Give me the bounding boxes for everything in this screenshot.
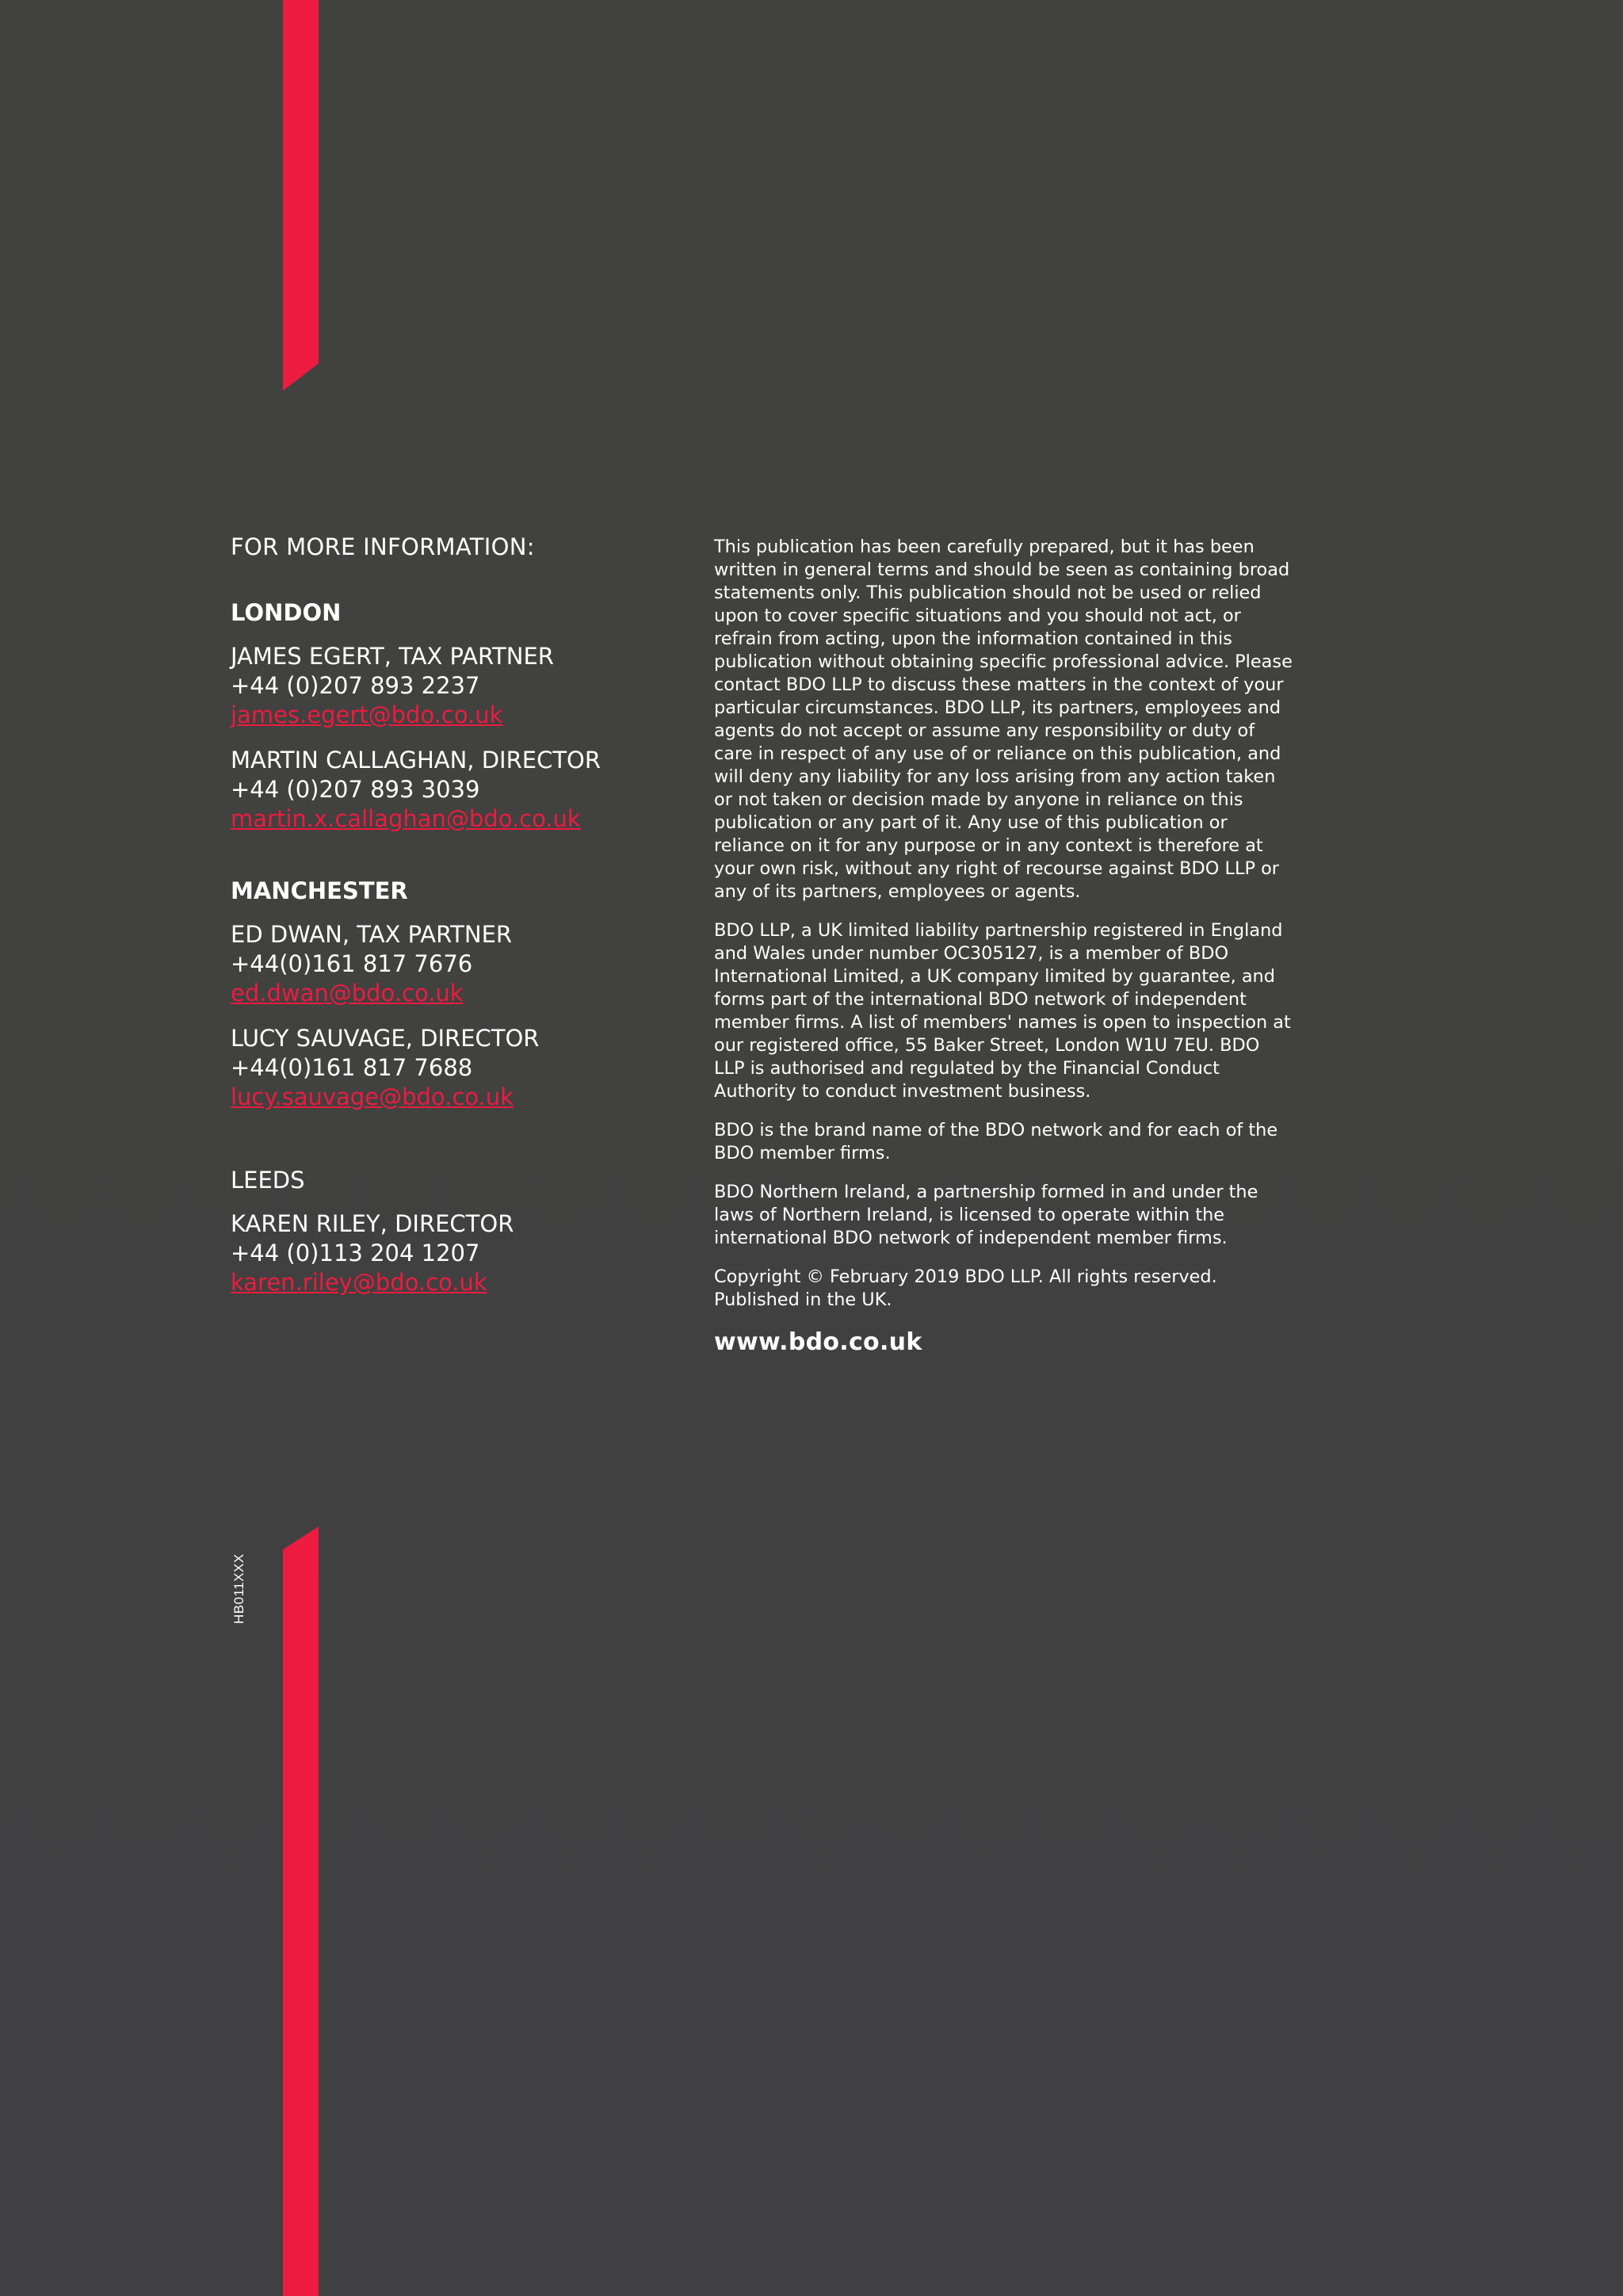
document-code: HB011XXX <box>231 1553 246 1624</box>
contact-person <box>231 746 674 834</box>
contact-email-link[interactable]: james.egert@bdo.co.uk <box>231 701 503 728</box>
contact-phone: +44 (0)207 893 2237 <box>231 672 480 699</box>
contact-person <box>231 1209 674 1297</box>
registration-paragraph: BDO LLP, a UK limited liability partnership registered in England and Wales under number OC305127, is a member of BDO International Limited, a UK company limited by guarantee, and forms part of the international BDO network of independent member firms. A list of members' names is open to inspection at our registered office, 55 Baker Street, London W1U 7EU. BDO LLP is authorised and regulated by the Financial Conduct Authority to conduct investment business. <box>714 920 1291 1102</box>
contact-name-title: MARTIN CALLAGHAN, DIRECTOR <box>231 747 601 774</box>
office-city: MANCHESTER <box>231 877 408 904</box>
contact-name-title: LUCY SAUVAGE, DIRECTOR <box>231 1025 540 1052</box>
disclaimer-paragraph: This publication has been carefully prepared, but it has been written in general terms and should be seen as containing broad statements only. This publication should not be used or relied upon to cover specific situations and you should not act, or refrain from acting, upon the information contained in this publication without obtaining specific professional advice. Please contact BDO LLP to discuss these matters in the context of your particular circumstances. BDO LLP, its partners, employees and agents do not accept or assume any responsibility or duty of care in respect of any use of or reliance on this publication, and will deny any liability for any loss arising from any action taken or not taken or decision made by anyone in reliance on this publication or any part of it. Any use of this publication or reliance on it for any purpose or in any context is therefore at your own risk, without any right of recourse against BDO LLP or any of its partners, employees or agents. <box>714 537 1293 902</box>
office-city: LEEDS <box>231 1167 305 1194</box>
contacts-heading: FOR MORE INFORMATION: <box>231 533 535 560</box>
contact-person <box>231 920 674 1008</box>
contact-email-link[interactable]: martin.x.callaghan@bdo.co.uk <box>231 805 581 832</box>
red-accent-bar-top <box>283 0 319 391</box>
contact-name-title: ED DWAN, TAX PARTNER <box>231 921 513 948</box>
contact-email-link[interactable]: ed.dwan@bdo.co.uk <box>231 980 464 1007</box>
contact-email-link[interactable]: lucy.sauvage@bdo.co.uk <box>231 1083 514 1110</box>
contact-email-link[interactable]: karen.riley@bdo.co.uk <box>231 1269 487 1296</box>
northern-ireland-paragraph: BDO Northern Ireland, a partnership formed in and under the laws of Northern Ireland, is licensed to operate within the international BDO network of independent member firms. <box>714 1182 1258 1248</box>
contact-name-title: JAMES EGERT, TAX PARTNER <box>231 643 554 670</box>
contact-phone: +44(0)161 817 7676 <box>231 950 473 977</box>
legal-disclaimer-section <box>714 536 1293 1358</box>
contact-name-title: KAREN RILEY, DIRECTOR <box>231 1210 514 1237</box>
red-accent-bar-bottom <box>283 1526 319 2296</box>
contacts-section <box>231 533 674 1340</box>
website-link[interactable]: www.bdo.co.uk <box>714 1328 922 1356</box>
office-london <box>231 598 674 834</box>
copyright-paragraph: Copyright © February 2019 BDO LLP. All rights reserved. Published in the UK. <box>714 1266 1217 1310</box>
contact-phone: +44(0)161 817 7688 <box>231 1054 473 1081</box>
brand-paragraph: BDO is the brand name of the BDO network and for each of the BDO member firms. <box>714 1120 1278 1163</box>
office-manchester <box>231 877 674 1112</box>
contact-phone: +44 (0)113 204 1207 <box>231 1240 480 1266</box>
contact-person <box>231 642 674 730</box>
office-leeds <box>231 1166 674 1297</box>
contact-person <box>231 1024 674 1112</box>
contact-phone: +44 (0)207 893 3039 <box>231 776 480 803</box>
office-city: LONDON <box>231 599 342 626</box>
